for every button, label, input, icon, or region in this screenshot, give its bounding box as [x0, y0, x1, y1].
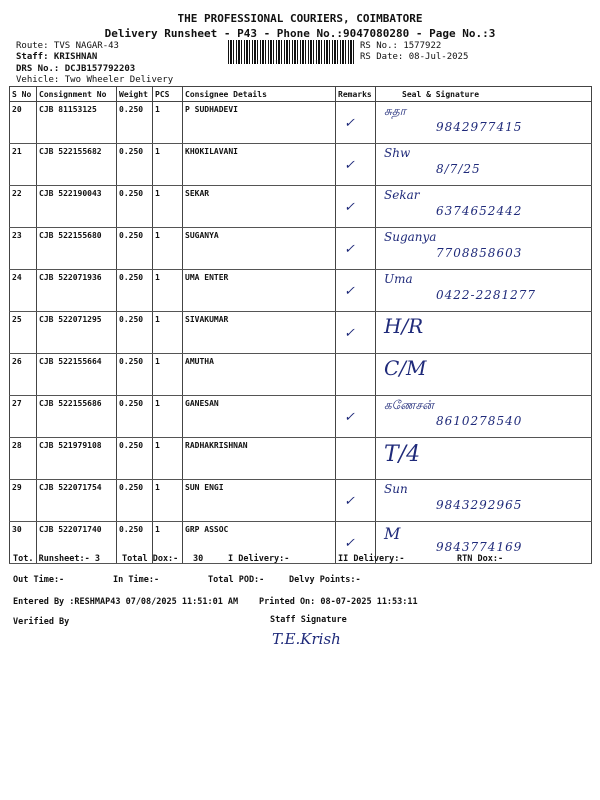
i-delivery: I Delivery:- [228, 554, 290, 564]
pcs: 1 [153, 144, 183, 186]
weight: 0.250 [117, 522, 153, 564]
delivery-points: Delvy Points:- [289, 575, 361, 585]
remarks [336, 186, 376, 228]
signature [376, 228, 592, 270]
signature-name: H/R [384, 314, 424, 338]
table-row [10, 102, 592, 144]
remarks [336, 480, 376, 522]
signature-phone: 9843292965 [436, 498, 523, 512]
sno: 24 [10, 270, 37, 312]
signature [376, 396, 592, 438]
signature-name: கணேசன் [384, 398, 434, 412]
table-row [10, 186, 592, 228]
tick-mark: ✓ [344, 326, 355, 341]
total-pod: Total POD:- [208, 575, 265, 585]
pcs: 1 [153, 438, 183, 480]
consignee: UMA ENTER [183, 270, 336, 312]
signature-phone: 8610278540 [436, 414, 523, 428]
remarks [336, 228, 376, 270]
sno: 29 [10, 480, 37, 522]
signature-phone: 9843774169 [436, 540, 523, 554]
weight: 0.250 [117, 396, 153, 438]
sno: 30 [10, 522, 37, 564]
col-consignee: Consignee Details [183, 87, 336, 102]
signature-name: Sun [384, 482, 408, 496]
vehicle: Vehicle: Two Wheeler Delivery [16, 75, 174, 85]
signature-name: Uma [384, 272, 413, 286]
sno: 21 [10, 144, 37, 186]
consignee: GRP ASSOC [183, 522, 336, 564]
consignee: KHOKILAVANI [183, 144, 336, 186]
consignment-no: CJB 522155686 [37, 396, 117, 438]
pcs: 1 [153, 186, 183, 228]
signature [376, 186, 592, 228]
consignment-no: CJB 522190043 [37, 186, 117, 228]
table-row [10, 438, 592, 480]
remarks [336, 438, 376, 480]
remarks [336, 270, 376, 312]
tick-mark: ✓ [344, 200, 355, 215]
sno: 20 [10, 102, 37, 144]
signature [376, 270, 592, 312]
signature-name: Suganya [384, 230, 437, 244]
tick-mark: ✓ [344, 158, 355, 173]
table-header [10, 87, 592, 102]
signature-name: T/4 [384, 442, 421, 467]
staff: Staff: KRISHNAN [16, 52, 98, 62]
signature-name: Shw [384, 146, 411, 160]
printed-on: Printed On: 08-07-2025 11:53:11 [259, 597, 418, 607]
weight: 0.250 [117, 102, 153, 144]
col-signature: Seal & Signature [376, 87, 592, 102]
weight: 0.250 [117, 354, 153, 396]
remarks [336, 102, 376, 144]
signature [376, 312, 592, 354]
col-consignment: Consignment No [37, 87, 117, 102]
out-time: Out Time:- [13, 575, 65, 585]
weight: 0.250 [117, 270, 153, 312]
pcs: 1 [153, 396, 183, 438]
tick-mark: ✓ [344, 494, 355, 509]
signature-name: சுதா [384, 104, 406, 118]
remarks [336, 396, 376, 438]
ii-delivery: II Delivery:- [338, 554, 405, 564]
consignment-no: CJB 521979108 [37, 438, 117, 480]
sno: 28 [10, 438, 37, 480]
drs-number: DRS No.: DCJB157792203 [16, 64, 136, 74]
weight: 0.250 [117, 186, 153, 228]
route: Route: TVS NAGAR-43 [16, 41, 119, 51]
signature-phone: 8/7/25 [436, 162, 481, 176]
consignee: RADHAKRISHNAN [183, 438, 336, 480]
col-sno: S No [10, 87, 37, 102]
sno: 25 [10, 312, 37, 354]
consignee: SEKAR [183, 186, 336, 228]
pcs: 1 [153, 312, 183, 354]
table-row [10, 396, 592, 438]
total-dox-label: Total Dox:- [122, 554, 179, 564]
entered-by: Entered By :RESHMAP43 07/08/2025 11:51:01 AM [13, 597, 239, 607]
table-row [10, 144, 592, 186]
consignment-no: CJB 522155682 [37, 144, 117, 186]
consignment-no: CJB 522071295 [37, 312, 117, 354]
consignee: GANESAN [183, 396, 336, 438]
signature-name: M [384, 524, 401, 543]
pcs: 1 [153, 270, 183, 312]
col-weight: Weight [117, 87, 153, 102]
signature [376, 480, 592, 522]
tick-mark: ✓ [344, 410, 355, 425]
pcs: 1 [153, 102, 183, 144]
runsheet-title: Delivery Runsheet - P43 - Phone No.:9047080280 - Page No.:3 [104, 27, 496, 40]
rtn-dox: RTN Dox:- [457, 554, 504, 564]
signature-phone: 9842977415 [436, 120, 523, 134]
signature-name: Sekar [384, 188, 420, 202]
consignee: SUN ENGI [183, 480, 336, 522]
table-row [10, 354, 592, 396]
barcode [228, 40, 354, 64]
weight: 0.250 [117, 312, 153, 354]
signature-name: C/M [384, 356, 427, 380]
pcs: 1 [153, 522, 183, 564]
tick-mark: ✓ [344, 536, 355, 551]
signature-phone: 0422-2281277 [436, 288, 537, 302]
consignee: SIVAKUMAR [183, 312, 336, 354]
total-runsheet: Tot. Runsheet:- 3 [13, 554, 100, 564]
consignment-no: CJB 522071754 [37, 480, 117, 522]
verified-by: Verified By [13, 617, 70, 627]
in-time: In Time:- [113, 575, 160, 585]
pcs: 1 [153, 228, 183, 270]
signature-phone: 7708858603 [436, 246, 523, 260]
weight: 0.250 [117, 480, 153, 522]
consignee: SUGANYA [183, 228, 336, 270]
consignment-no: CJB 522071740 [37, 522, 117, 564]
pcs: 1 [153, 354, 183, 396]
sno: 22 [10, 186, 37, 228]
signature-phone: 6374652442 [436, 204, 523, 218]
remarks [336, 312, 376, 354]
weight: 0.250 [117, 228, 153, 270]
table-row [10, 270, 592, 312]
tick-mark: ✓ [344, 284, 355, 299]
rs-date: RS Date: 08-Jul-2025 [360, 52, 469, 62]
rs-number: RS No.: 1577922 [360, 41, 442, 51]
consignment-no: CJB 81153125 [37, 102, 117, 144]
table-row [10, 228, 592, 270]
consignment-no: CJB 522155664 [37, 354, 117, 396]
sno: 27 [10, 396, 37, 438]
signature [376, 354, 592, 396]
remarks [336, 144, 376, 186]
weight: 0.250 [117, 438, 153, 480]
consignment-no: CJB 522071936 [37, 270, 117, 312]
tick-mark: ✓ [344, 116, 355, 131]
tick-mark: ✓ [344, 242, 355, 257]
remarks [336, 354, 376, 396]
total-dox-value: 30 [193, 554, 204, 564]
consignee: AMUTHA [183, 354, 336, 396]
signature [376, 144, 592, 186]
table-row [10, 312, 592, 354]
pcs: 1 [153, 480, 183, 522]
runsheet-table [9, 86, 592, 564]
signature [376, 438, 592, 480]
staff-signature: T.E.Krish [272, 630, 341, 648]
table-row [10, 480, 592, 522]
sno: 23 [10, 228, 37, 270]
consignee: P SUDHADEVI [183, 102, 336, 144]
col-pcs: PCS [153, 87, 183, 102]
col-remarks: Remarks [336, 87, 376, 102]
staff-signature-label: Staff Signature [270, 615, 347, 625]
consignment-no: CJB 522155680 [37, 228, 117, 270]
weight: 0.250 [117, 144, 153, 186]
company-title: THE PROFESSIONAL COURIERS, COIMBATORE [177, 12, 423, 25]
signature [376, 102, 592, 144]
sno: 26 [10, 354, 37, 396]
